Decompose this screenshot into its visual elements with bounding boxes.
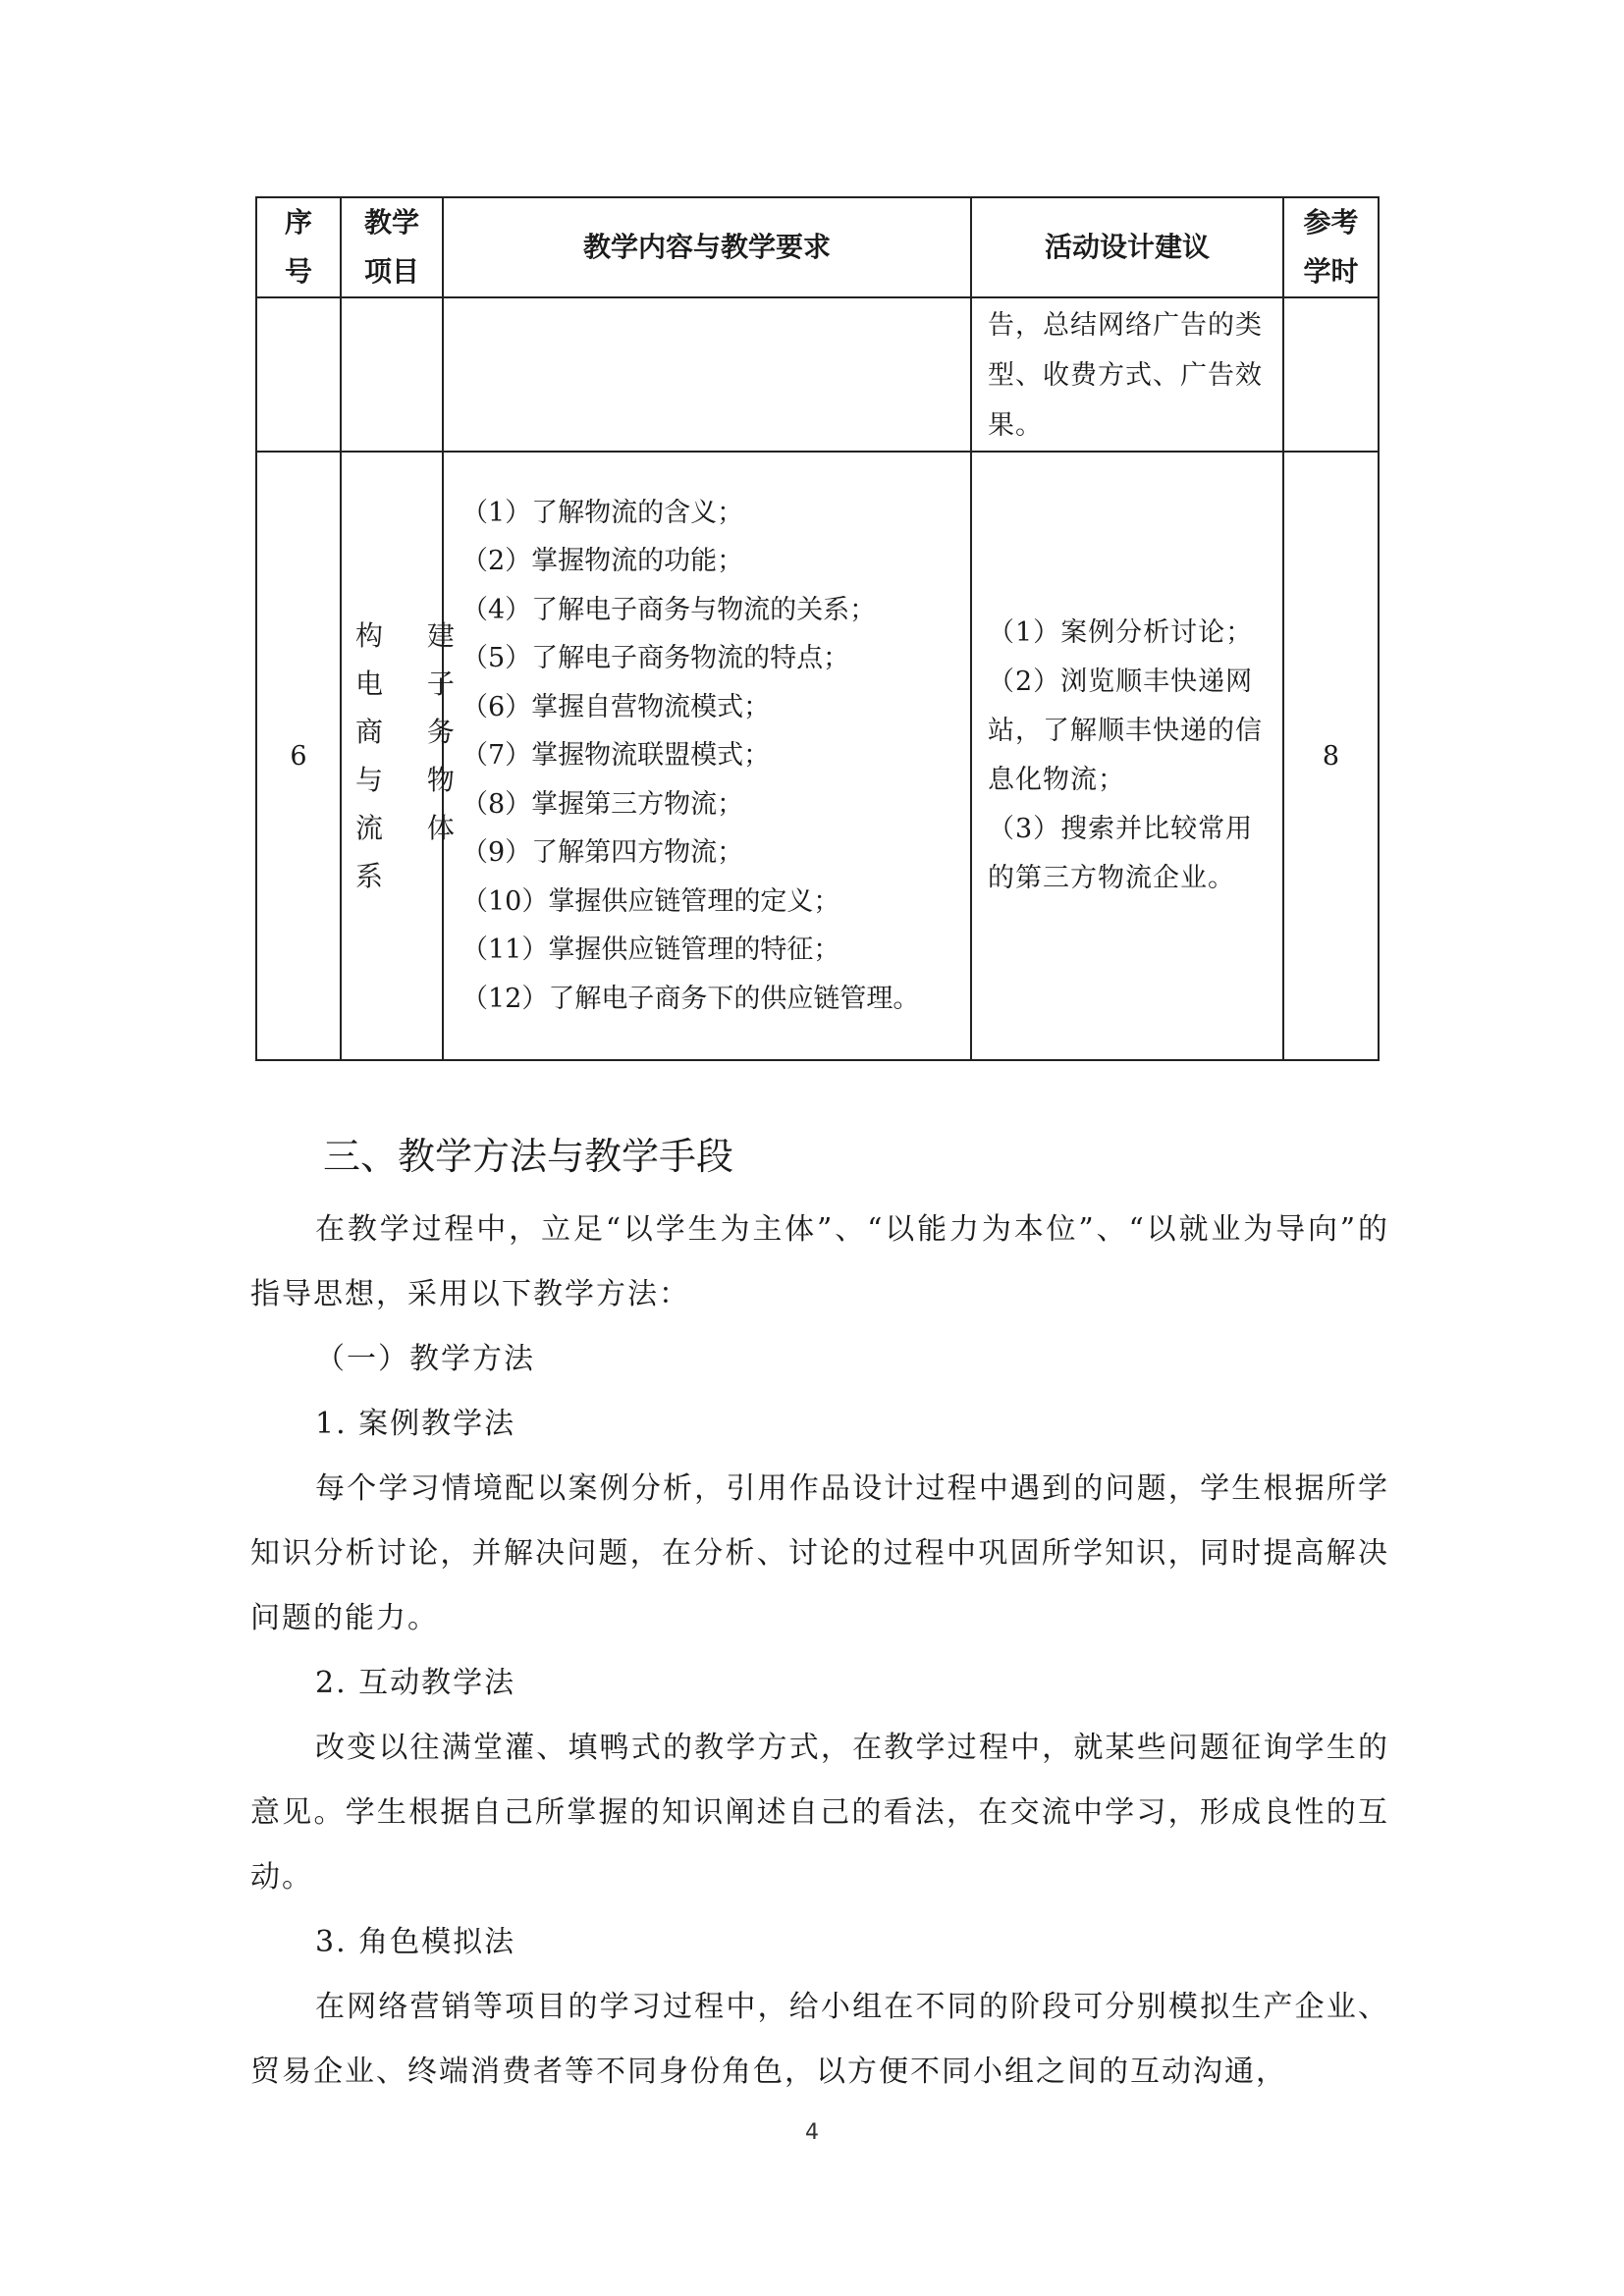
- cell-hours-empty: [1283, 297, 1379, 452]
- header-activity: 活动设计建议: [971, 197, 1283, 297]
- teaching-methods-section: [250, 1127, 1389, 2105]
- header-project: [341, 197, 443, 297]
- activity-line: （1）案例分析讨论；: [988, 617, 1254, 648]
- cell-content-empty: [443, 297, 971, 452]
- cell-project: [341, 452, 472, 1060]
- cell-hours: 8: [1283, 452, 1379, 1060]
- method-2-title: 2. 互动教学法: [315, 1666, 516, 1700]
- list-item: （2）掌握物流的功能；: [461, 546, 744, 577]
- list-item: （6）掌握自营物流模式；: [461, 691, 771, 722]
- cell-project-empty: [341, 297, 443, 452]
- cell-seq: 6: [256, 452, 341, 1060]
- project-line: 流 体: [355, 812, 472, 844]
- activity-line: 果。: [988, 410, 1043, 441]
- activity-text: [972, 298, 1282, 451]
- activity-list: [972, 609, 1282, 903]
- cell-activity: [971, 297, 1283, 452]
- list-item: （9）了解第四方物流；: [461, 837, 744, 869]
- activity-line: 的第三方物流企业。: [988, 863, 1235, 893]
- project-line: 商 务: [355, 716, 472, 748]
- table-row: [256, 452, 1379, 1060]
- method-3-title: 3. 角色模拟法: [315, 1925, 516, 1959]
- activity-line: （2）浏览顺丰快递网: [988, 667, 1254, 697]
- header-seq-line: 号: [284, 255, 312, 288]
- cell-activity: [971, 452, 1283, 1060]
- intro-paragraph: 在教学过程中，立足“以学生为主体”、“以能力为本位”、“以就业为导向”的指导思想，采用以下教学方法：: [250, 1212, 1389, 1311]
- header-hours-line: 参考: [1303, 206, 1359, 239]
- list-item: （7）掌握物流联盟模式；: [461, 740, 771, 772]
- activity-line: 站，了解顺丰快递的信: [988, 716, 1263, 746]
- project-line: 系: [355, 860, 402, 892]
- list-item: （5）了解电子商务物流的特点；: [461, 643, 850, 674]
- page-number: 4: [805, 2120, 819, 2145]
- activity-line: （3）搜索并比较常用: [988, 814, 1254, 844]
- method-1-title: 1. 案例教学法: [315, 1407, 516, 1441]
- header-content: 教学内容与教学要求: [443, 197, 971, 297]
- table-row-continued: [256, 297, 1379, 452]
- content-list: [444, 489, 970, 1024]
- project-line: 与 物: [355, 764, 472, 796]
- list-item: （1）了解物流的含义；: [461, 497, 744, 528]
- activity-line: 息化物流；: [988, 765, 1125, 795]
- list-item: （12）了解电子商务下的供应链管理。: [461, 983, 920, 1014]
- sub-heading: （一）教学方法: [315, 1342, 535, 1376]
- header-seq: [256, 197, 341, 297]
- cell-seq-empty: [256, 297, 341, 452]
- project-line: 构 建: [355, 619, 472, 652]
- method-1-paragraph: 每个学习情境配以案例分析，引用作品设计过程中遇到的问题，学生根据所学知识分析讨论，并解决问题，在分析、讨论的过程中巩固所学知识，同时提高解决问题的能力。: [250, 1471, 1389, 1635]
- table-header-row: [256, 197, 1379, 297]
- project-line: 电 子: [355, 667, 472, 700]
- header-project-line: 教学: [363, 206, 419, 239]
- list-item: （11）掌握供应链管理的特征；: [461, 934, 840, 966]
- method-3-paragraph: 在网络营销等项目的学习过程中，给小组在不同的阶段可分别模拟生产企业、贸易企业、终端消费者等不同身份角色，以方便不同小组之间的互动沟通，: [250, 1990, 1389, 2089]
- list-item: （10）掌握供应链管理的定义；: [461, 885, 840, 917]
- header-seq-line: 序: [284, 206, 312, 239]
- header-hours: [1283, 197, 1379, 297]
- activity-line: 型、收费方式、广告效: [988, 360, 1263, 391]
- header-hours-line: 学时: [1303, 255, 1359, 288]
- list-item: （4）了解电子商务与物流的关系；: [461, 594, 877, 625]
- header-project-line: 项目: [363, 255, 419, 288]
- method-2-paragraph: 改变以往满堂灌、填鸭式的教学方式，在教学过程中，就某些问题征询学生的意见。学生根据自己所掌握的知识阐述自己的看法，在交流中学习，形成良性的互动。: [250, 1731, 1389, 1895]
- section-heading: 三、教学方法与教学手段: [323, 1135, 734, 1178]
- cell-content: [443, 452, 971, 1060]
- activity-line: 告，总结网络广告的类: [988, 310, 1263, 341]
- course-table: [255, 196, 1380, 1061]
- list-item: （8）掌握第三方物流；: [461, 788, 744, 820]
